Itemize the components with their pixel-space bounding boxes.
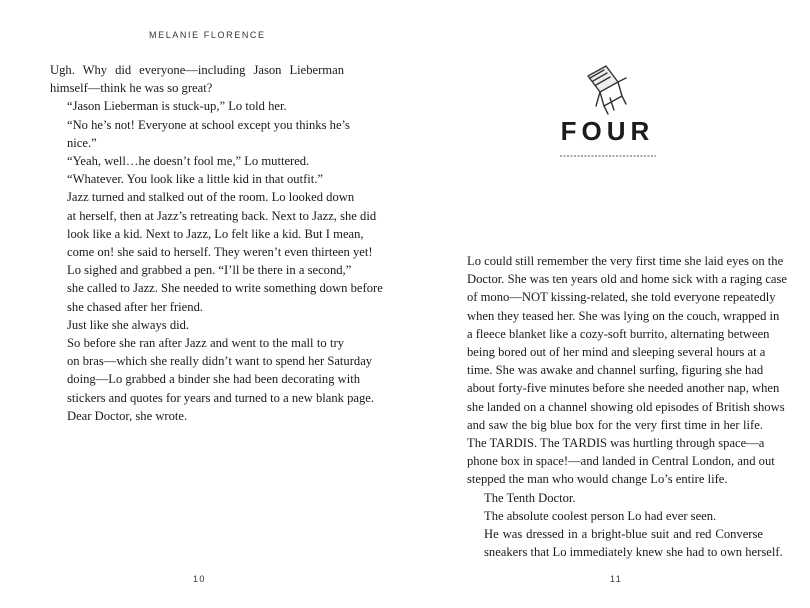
paragraph xyxy=(50,188,377,261)
text-line: “No he’s not! Everyone at school except you thinks he’s xyxy=(67,117,350,132)
text-line: stickers and quotes for years and turned to a new blank page. xyxy=(67,390,375,405)
paragraph xyxy=(50,316,344,334)
text-line: Doctor. She was ten years old and home sick with a raging case xyxy=(467,272,788,287)
paragraph xyxy=(50,97,344,115)
text-line: Just like she always did. xyxy=(67,317,190,332)
text-line: Lo sighed and grabbed a pen. “I’ll be there in a second,” xyxy=(67,263,352,278)
text-line: and saw the big blue box for the very first time in her life. xyxy=(467,417,763,432)
text-line: nice.” xyxy=(67,135,97,150)
text-line: sneakers that Lo immediately knew she had to own herself. xyxy=(484,545,783,560)
text-line: of mono—NOT kissing-related, she told everyone repeatedly xyxy=(467,290,776,305)
paragraph xyxy=(50,407,344,425)
text-line: about forty-five minutes before she needed another nap, when xyxy=(467,381,780,396)
text-line: she chased after her friend. xyxy=(67,299,204,314)
text-line: she landed on a channel showing old episodes of British shows xyxy=(467,399,785,414)
text-line: So before she ran after Jazz and went to the mall to try xyxy=(67,336,344,351)
paragraph xyxy=(50,152,344,170)
page-number: 11 xyxy=(610,574,623,584)
text-line: The Tenth Doctor. xyxy=(484,490,576,505)
text-line: “Yeah, well…he doesn’t fool me,” Lo muttered. xyxy=(67,154,310,169)
text-line: “Jason Lieberman is stuck-up,” Lo told her. xyxy=(67,99,287,114)
text-line: He was dressed in a bright-blue suit and red Converse xyxy=(484,527,763,542)
text-line: Ugh. Why did everyone—including Jason Lieberman xyxy=(50,63,344,77)
text-line: a fleece blanket like a cozy-soft burrito, alternating between xyxy=(467,326,770,341)
text-line: at herself, then at Jazz’s retreating back. Next to Jazz, she did xyxy=(67,208,377,223)
text-line: Lo could still remember the very first time she laid eyes on the xyxy=(467,254,784,268)
text-line: himself—think he was so great? xyxy=(50,81,213,96)
text-line: come on! she said to herself. They weren’t even thirteen yet! xyxy=(67,245,373,260)
paragraph xyxy=(467,525,783,561)
paragraph xyxy=(467,489,763,507)
paragraph xyxy=(50,61,344,97)
text-line: look like a kid. Next to Jazz, Lo felt like a kid. But I mean, xyxy=(67,226,364,241)
left-page-body xyxy=(50,61,383,425)
text-line: time. She was awake and channel surfing, figuring she had xyxy=(467,363,764,378)
text-line: phone box in space!—and landed in Central London, and out xyxy=(467,454,775,469)
paragraph xyxy=(467,507,763,525)
text-line: The TARDIS. The TARDIS was hurtling through space—a xyxy=(467,436,765,451)
text-line: “Whatever. You look like a little kid in that outfit.” xyxy=(67,172,324,187)
right-page-body xyxy=(467,252,788,561)
paragraph xyxy=(50,334,375,407)
text-line: she called to Jazz. She needed to write something down before xyxy=(67,281,383,296)
text-line: The absolute coolest person Lo had ever seen. xyxy=(484,508,717,523)
paragraph xyxy=(50,261,383,316)
text-line: on bras—which she really didn’t want to spend her Saturday xyxy=(67,354,373,369)
text-line: doing—Lo grabbed a binder she had been decorating with xyxy=(67,372,361,387)
paragraph xyxy=(50,116,350,152)
text-line: Dear Doctor, she wrote. xyxy=(67,408,188,423)
text-line: Jazz turned and stalked out of the room. Lo looked down xyxy=(67,190,355,205)
chapter-title: FOUR xyxy=(560,116,655,146)
paragraph xyxy=(467,252,788,489)
paragraph xyxy=(50,170,344,188)
page-number: 10 xyxy=(193,574,206,584)
text-line: when they teased her. She was lying on the couch, wrapped in xyxy=(467,308,780,323)
text-line: stepped the man who would change Lo’s entire life. xyxy=(467,472,728,487)
chair-illustration-icon xyxy=(580,62,636,118)
text-line: being bored out of her mind and sleeping several hours at a xyxy=(467,345,766,360)
chapter-ornament-rule xyxy=(560,154,656,158)
running-head: MELANIE FLORENCE xyxy=(149,30,266,40)
right-page xyxy=(405,0,810,608)
